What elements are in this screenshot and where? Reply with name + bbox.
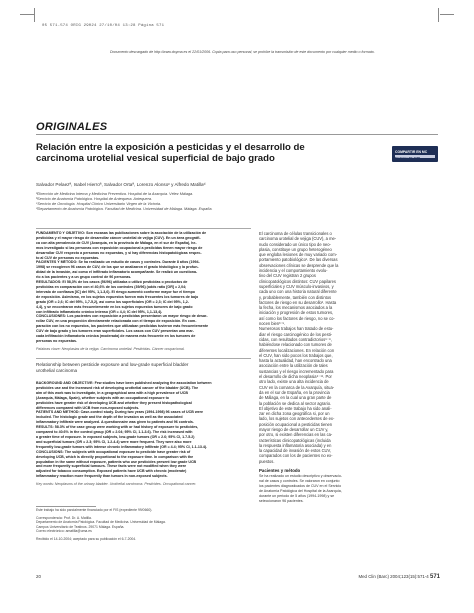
crop-mark	[34, 8, 35, 22]
body-text-line: nocen bien³⁻⁵.	[259, 321, 286, 327]
body-column-right	[259, 231, 439, 504]
body-text-line: carcinoma urotelial de vejiga (CUV), a me-	[259, 236, 337, 242]
affiliation-line: ᶜServicio de Oncología. Hospital Clínico Universitario Virgen de la Victoria.	[36, 202, 162, 206]
body-text-line: puestos.	[259, 458, 275, 464]
abstract-en-line: inflammatory infiltrate were analyzed. A questionnaire was given to patients and 96 controls.	[36, 420, 194, 425]
affiliations	[36, 192, 286, 212]
body-text-line: observaciones clínicas se desprende que la	[259, 262, 339, 268]
abstract-es-line: ca con alta prevalencia de CUV (Axarquía, en la provincia de Málaga, en el sur de España), he-	[36, 240, 197, 245]
body-text-line: posición ocupacional a pesticidas tienen	[259, 421, 333, 427]
abstract-en-line: developing UCB, which is directly proportional to the exposure time. In comparison with the	[36, 454, 194, 459]
abstract-en-line: inflammatory reaction more frequently than tumors in non-exposed subjects.	[36, 474, 168, 479]
english-title-line: urothelial carcinoma	[36, 368, 78, 373]
body-text-line: incidencia y el comportamiento evolu-	[259, 268, 328, 274]
body-text-line: zar en dicha zona geográfica si, por un	[259, 411, 330, 417]
abstract-en-line: (Axarquía, Málaga, Spain), whether subjects with an occupational exposure to	[36, 395, 169, 400]
body-text-line: lado, los sujetos con antecedentes de ex-	[259, 416, 335, 422]
abstract-en-line: PATIENTS AND METHOD: Case-control study. During two years (1994-1998) 96 cases of UCB were	[36, 410, 204, 415]
download-note: Documento descargado de http://www.doyma.es el 22/01/2006. Copia para uso personal, se prohíbe la transmisión de este documento por cualquier medio o formato.	[110, 50, 375, 54]
abstract-es-line: grado (OR = 2,6; IC del 95%, 1,7-5,2), así como los superficiales (OR = 2,3; IC del 95%, 1,2-	[36, 299, 189, 304]
body-text-line: durante un periodo de 5 años (1994-1998) y se	[259, 493, 335, 498]
body-text-line: clinicopatológicos distintos: CUV papilares	[259, 278, 336, 284]
abstract-es-line: didad de la invasión, así como el infiltrado inflamatorio acompañante. Se realizó un cuestiona-	[36, 270, 198, 275]
abstract-es-line: personas no expuestas.	[36, 338, 77, 343]
body-text-line: la población se dedica al sector agrario.	[259, 400, 332, 406]
abstract-en-line: adjusted for tobacco consumption. Exposed patients have UCB with chronic (moderate)	[36, 469, 187, 474]
footnote-rule	[36, 506, 96, 507]
abstract-es-line: de exposición. Asimismo, en los sujetos expuestos fueron más frecuentes los tumores de bajo	[36, 294, 199, 299]
abstract-en-line: population in the same without exposure, patients who use pesticides present low grade UCB	[36, 459, 197, 464]
body-text-line: hasta la actualidad, han encontrado una	[259, 358, 332, 364]
body-text-line: nal de casos y controles. Se valoraron en conjunto	[259, 478, 340, 483]
body-text-line: nudo considerado un único tipo de neo-	[259, 241, 331, 247]
abstract-es-line: intervalo de confianza [IC] del 95%, 1,1-3,6). El riesgo aumentó conforme mayor fue el tiempo	[36, 289, 195, 294]
body-text-line: asociación entre la utilización de tales	[259, 363, 328, 369]
abstract-en-line: and more frequently superficial tumours. These facts were not modified when they were	[36, 464, 187, 469]
body-text-line: otro lado, existe una alta incidencia de	[259, 379, 329, 385]
body-text-line: que engloba lesiones de muy variado com-	[259, 252, 338, 258]
abstract-en-line: frequently low-grade tumors with intense chronic inflammatory infiltrate (OR = 4.4; 95% CI, 1.1-13.4).	[36, 444, 208, 449]
abstract-rule	[36, 358, 251, 359]
abstract-es-line: CUV de bajo grado y los tumores eran superficiales. Los casos con CUV presentan una mar-	[36, 329, 194, 334]
abstract-en-line: and superficial tumors (OR = 2.3; 95% CI, 1.2-4.4) were more frequent. They were also more	[36, 439, 192, 444]
abstract-es-line: pesticidas y el mayor riesgo de desarrollar cáncer urotelial de vejiga (CUV). En un área geográfi-	[36, 235, 201, 240]
abstract-es-line: FUNDAMENTO Y OBJETIVO: Son escasas las publicaciones sobre la asociación de la utilización de	[36, 231, 207, 235]
footnote-line: Departamento de Anatomía Patológica. Facultad de Medicina. Universidad de Málaga.	[36, 520, 166, 525]
abstract-es-line: pesticidas en comparación con el 40,6% de los controles (39/96) (odds ratio [OR] = 2,04;	[36, 284, 187, 289]
body-text-line: racterísticas clinicopatológicas (incluida	[259, 437, 331, 443]
footnote-line: Correo electrónico: amatilla@uma.es	[36, 529, 92, 534]
body-text-line: comparados con los de pacientes no ex-	[259, 453, 333, 459]
print-slug: 05 571-574 ORIG 29024 27/10/04 13:28 Página 571	[42, 24, 165, 28]
body-text-line: habiéndose relacionado con tumores de	[259, 342, 332, 348]
journal-badge	[392, 146, 438, 162]
body-text-line: cidas, con resultados contradictorios⁶⁻⁸,	[259, 336, 332, 342]
body-text-line: la capacidad de invasión de estos CUV,	[259, 448, 331, 454]
abstract-en-line: aim of this work was to investigate, in a geographical area with a high prevalence of UCB	[36, 390, 188, 395]
body-text-line: Se ha realizado un estudio descriptivo y observacio-	[259, 474, 343, 479]
body-text-line: por otro, si existen diferencias en las ca-	[259, 432, 333, 438]
abstract-es-line: 1998) se recogieron 96 casos de CUV, de los que se analizaron el grado histológico y la profun-	[36, 265, 199, 270]
affiliation-line: ᵈDepartamento de Anatomía Patológica. Facultad de Medicina. Universidad de Málaga. Málaga. España.	[36, 207, 213, 211]
body-text-line: iniciación y progresión de estos tumores,	[259, 310, 334, 316]
abstract-es-line: 4,4), y se encontraron más frecuentemente en los sujetos expuestos tumores de bajo grado	[36, 304, 193, 309]
affiliation-line: ᵇServicio de Anatomía Patológica. Hospital de Antequera. Antequera.	[36, 197, 153, 201]
abstract-es-line: RESULTADOS: El 58,3% de los casos (56/96) utilizaba o utilizó pesticidas o productos de	[36, 280, 188, 285]
body-text-line: el CUV, han sido pocos los trabajos que,	[259, 352, 333, 358]
body-text-line: superficiales y CUV músculo-invasivos, y	[259, 283, 334, 289]
body-text-line: plasia, constituye un grupo heterogéneo	[259, 246, 332, 252]
journal-citation: Med Clin (Barc) 2004;123(15):571-4	[358, 574, 429, 579]
english-title	[36, 362, 251, 374]
badge-label: COMPARTIR EN MC	[395, 150, 428, 154]
body-text-line: seleccionaron 96 pacientes.	[259, 498, 304, 503]
abstract-en-line: pesticides use and the increased risk of developing urothelial cancer of the bladder (UCB). The	[36, 385, 199, 390]
body-text-line: la respuesta inflamatoria asociada) y en	[259, 442, 332, 448]
body-text-line: Numerosos trabajos han tratado de estu-	[259, 326, 334, 332]
page-number-right: 571	[429, 574, 440, 580]
body-text-line: portamiento patobiológico¹. De las diversas	[259, 257, 338, 263]
abstract-rule	[36, 228, 251, 229]
affiliation-line: ªDirección de Medicina Interna y Medicina Preventiva. Hospital de la Axarquía. Vélez Málaga.	[36, 192, 194, 196]
footnote-line: Campus Universitario de Teatinos. 29071 Málaga. España.	[36, 524, 125, 529]
body-text-line: de Anatomía Patológica del Hospital de la Axarquía,	[259, 488, 342, 493]
section-rule	[36, 134, 438, 135]
abstract-en-line: BACKGROUND AND OBJECTIVE: Few studies have been published analyzing the association between	[36, 381, 212, 385]
abstract-es-line: PACIENTES Y MÉTODO: Se ha realizado un estudio de casos y controles. Durante 8 años (1994-	[36, 260, 200, 265]
footnote-line: Correspondencia: Prof. Dr. A. Matilla.	[36, 515, 92, 520]
crop-mark	[20, 14, 34, 15]
abstract-es-line: rio a los pacientes y a un grupo control de 96 personas.	[36, 275, 132, 280]
abstract-es-line: rollar CUV, en una proporción directamente relacionada con el tiempo de exposición. En com-	[36, 319, 197, 324]
body-text-line: sustancias y el riesgo incrementado para	[259, 368, 334, 374]
abstract-es-line: mos investigado si las personas con exposición ocupacional a pesticidas tienen mayor riesgo de	[36, 245, 203, 250]
abstract-en-line: CONCLUSIONS: The subjects with occupational exposure to pesticide have greater risk of	[36, 449, 191, 454]
section-label: ORIGINALES	[36, 121, 108, 133]
body-text-line: así como los factores de riesgo, no se co-	[259, 315, 335, 321]
body-text-line: la fecha, los mecanismos asociados a la	[259, 305, 333, 311]
abstract-es-line: to al CUV de personas no expuestas.	[36, 255, 100, 260]
body-text-line: CUV en la comarca de la Axarquía, situa-	[259, 384, 335, 390]
badge-code: Medicina TK 4085	[395, 155, 421, 160]
body-text-line: el desarrollo de dicha neoplasia⁹⁻¹¹. Por	[259, 374, 332, 380]
footnote-line: Recibido el 14-10-2004; aceptado para su publicación el 6-7-2004.	[36, 536, 137, 541]
body-text-line: El carcinoma de células transicionales o	[259, 231, 332, 236]
body-text-line: y, probablemente, también con distintos	[259, 294, 332, 300]
abstract-en-line: a greater time of exposure. In exposed subjects, low-grade tumors (OR = 2.6; 95% CI, 1.7-5.2)	[36, 434, 195, 439]
running-footer	[340, 574, 440, 580]
body-text-line: cada uno con una historia natural diferente	[259, 289, 337, 295]
body-text-line: da en el sur de España, en la provincia	[259, 389, 330, 395]
english-title-line: Relationship between pesticide exposure and low-grade superficial bladder	[36, 362, 189, 367]
abstract-en-line: included. The histologic grade and the depth of the invasion as well as the associated	[36, 415, 183, 420]
section-heading: Pacientes y método	[259, 468, 301, 474]
body-text-line: El objetivo de este trabajo ha sido anali-	[259, 405, 332, 411]
footnotes	[36, 508, 251, 542]
abstract-es-line: desarrollar CUV respecto a personas no expuestas, y si hay diferencias histopatológicas respec-	[36, 250, 202, 255]
footnote-line: Este trabajo ha sido parcialmente financiado por el FIS (expediente 99/0660).	[36, 508, 153, 512]
body-text-line: factores de riesgo en su desarrollo². Hasta	[259, 299, 337, 305]
abstract-es-line: paración con los no expuestos, los pacientes que utilizaban pesticidas tuvieron más frecuentemente	[36, 324, 209, 329]
body-text-line: diar el riesgo carcinogénico de los pesti-	[259, 331, 333, 337]
body-text-line: tivo del CUV registran 2 grupos	[259, 273, 316, 279]
abstract-es-line: CONCLUSIONES: Los pacientes con exposición a pesticidas presentaron un mayor riesgo de desar-	[36, 314, 208, 319]
abstract-english	[36, 381, 251, 487]
abstract-en-line: differences compared with UCB from non-exposed subjects.	[36, 405, 140, 410]
abstract-en-line: compared to 40.6% in the control group (OR = 2.04; 95% CI, 1.1-3.6). The risk increased with	[36, 430, 193, 435]
article-title: Relación entre la exposición a pesticidas y el desarrollo de carcinoma urotelial vesical superficial de bajo grado	[36, 142, 305, 164]
authors: Salvador Pelaezª, Isabel Hierroª, Salvador Ortaª, Lorenzo Alonsoᶜ y Alfredo Matillaᵈ	[36, 182, 206, 187]
body-text-line: diferentes localizaciones. En relación con	[259, 347, 335, 353]
crop-mark	[438, 8, 439, 22]
abstract-en-line: Key words: Neoplasms of the urinary bladder. Urothelial carcinoma. Pesticides. Occupational cancer.	[36, 482, 197, 487]
body-text-line: mayor riesgo de desarrollar un CUV y,	[259, 426, 329, 432]
abstract-es-line: cada infiltración inflamatoria crónica (moderada) de manera más frecuente en los tumores de	[36, 334, 196, 339]
abstract-en-line: pesticides have greater risk of developing UCB and whether they present histopathological	[36, 400, 192, 405]
abstract-es-line: con infiltrado inflamatorio crónico intenso (OR = 4,4; IC del 95%, 1,1-13,4).	[36, 309, 163, 314]
body-text-line: los pacientes diagnosticados de CUV en el Servicio	[259, 483, 342, 488]
crop-mark	[440, 14, 454, 15]
abstract-spanish	[36, 231, 251, 352]
abstract-es-line: Palabras clave: Neoplasias de la vejiga. Carcinoma urotelial. Pesticidas. Cáncer ocupacional.	[36, 346, 185, 351]
body-text-line: de Málaga, en la cual una gran parte de	[259, 395, 332, 401]
page-number-left: 20	[36, 574, 41, 579]
abstract-en-line: RESULTS: 58.3% of the case group were working with or had history of exposure to pesticides,	[36, 425, 199, 430]
